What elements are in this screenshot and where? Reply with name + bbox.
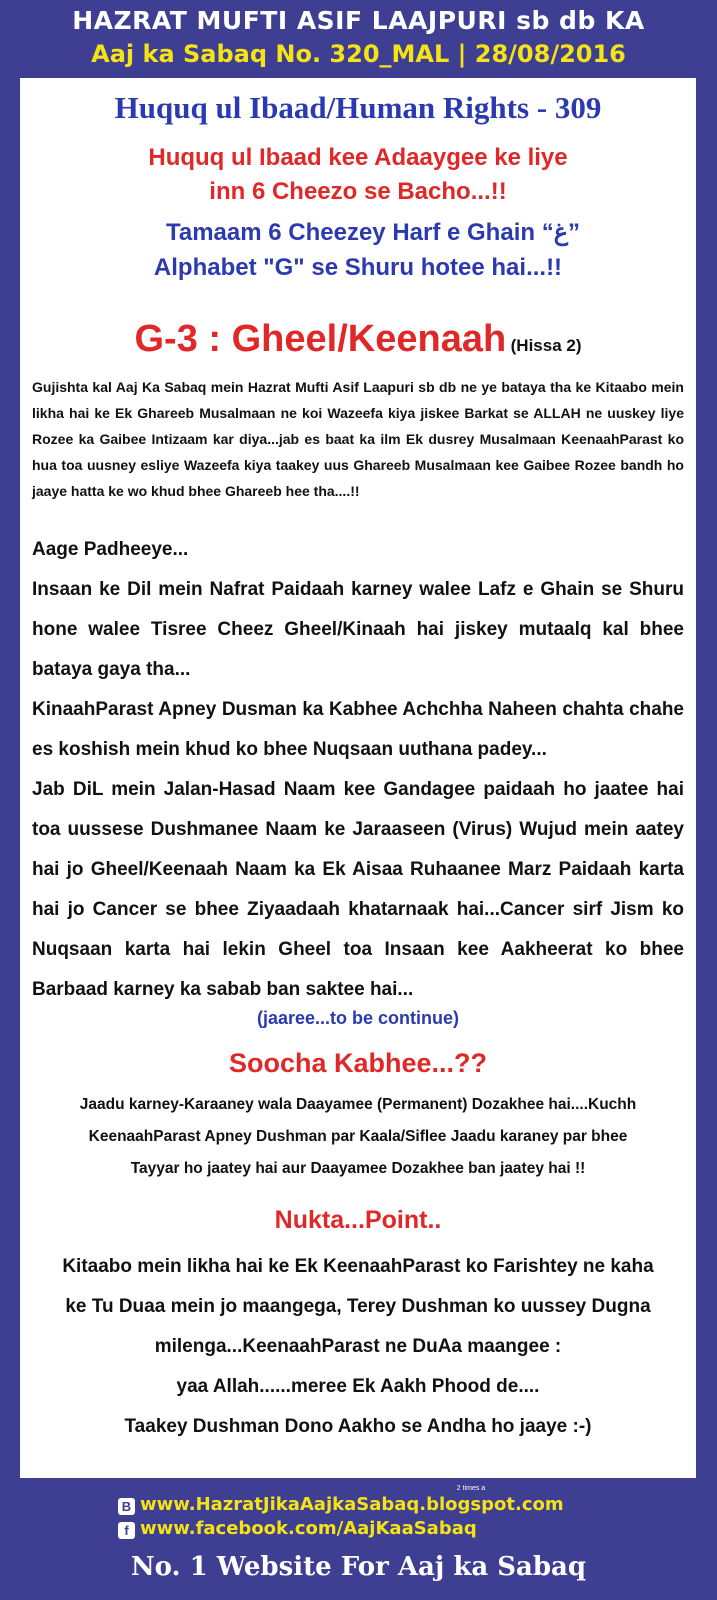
facebook-icon: f — [118, 1522, 135, 1539]
nukta-heading: Nukta...Point.. — [274, 1206, 442, 1234]
section-heading-part: (Hissa 2) — [510, 336, 582, 355]
footer-tagline: No. 1 Website For Aaj ka Sabaq — [130, 1552, 587, 1582]
paragraph-3: KinaahParast Apney Dusman ka Kabhee Achchha Naheen chahta chahe es koshish mein khud ko bhee Nuqsaan uuthana padey... — [32, 699, 684, 760]
intro-paragraph: Gujishta kal Aaj Ka Sabaq mein Hazrat Mufti Asif Laapuri sb db ne ye bataya tha ke Kitaabo mein likha hai ke Ek Ghareeb Musalmaan ne koi Wazeefa kiya jiskee Barkat se ALLAH ne uuskey liye Rozee ka Gaibee Intizaam kar diya...jab es baat ka ilm Ek dusrey Musalmaan KeenaahParast ko hua toa uusney esliye Wazeefa kiya taakey uus Ghareeb Musalmaan kee Gaibee Rozee bandh ho jaaye hatta ke wo khud bhee Ghareeb hee tha....!! — [32, 379, 684, 499]
lesson-number-date: Aaj ka Sabaq No. 320_MAL | 28/08/2016 — [91, 40, 626, 68]
subtitle-line-2: inn 6 Cheezo se Bacho...!! — [209, 178, 507, 205]
nukta-line-1: Kitaabo mein likha hai ke Ek KeenaahParast ko Farishtey ne kaha — [62, 1256, 654, 1277]
section-heading — [20, 318, 696, 361]
soocha-line-1: Jaadu karney-Karaaney wala Daayamee (Permanent) Dozakhee hai....Kuchh — [79, 1096, 637, 1113]
blogger-icon: B — [118, 1498, 135, 1515]
nukta-line-5: Taakey Dushman Dono Aakho se Andha ho jaaye :-) — [124, 1416, 592, 1437]
subtitle-line-4: Alphabet "G" se Shuru hotee hai...!! — [153, 254, 563, 281]
soocha-heading: Soocha Kabhee...?? — [228, 1048, 488, 1078]
nukta-line-3: milenga...KeenaahParast ne DuAa maangee : — [154, 1336, 562, 1357]
section-heading-text: G-3 : Gheel/Keenaah — [134, 318, 507, 360]
content-panel — [20, 78, 696, 1478]
to-be-continued: (jaaree...to be continue) — [256, 1008, 460, 1028]
soocha-line-2: KeenaahParast Apney Dushman par Kaala/Siflee Jaadu karaney par bhee — [88, 1128, 628, 1145]
page-title: Huquq ul Ibaad/Human Rights - 309 — [114, 90, 602, 125]
soocha-line-3: Tayyar ho jaatey hai aur Daayamee Dozakhee ban jaatey hai !! — [130, 1160, 586, 1177]
blog-link[interactable]: www.HazratJikaAajkaSabaq.blogspot.com — [140, 1494, 564, 1515]
paragraph-4: Jab DiL mein Jalan-Hasad Naam kee Gandagee paidaah ho jaatee hai toa uussese Dushmanee Naam ke Jaraaseen (Virus) Wujud mein aatey hai jo Gheel/Keenaah Naam ka Ek Aisaa Ruhaanee Marz Paidaah karta hai jo Cancer se bhee Ziyaadaah khatarnaak hai...Cancer sirf Jism ko Nuqsaan karta hai lekin Gheel toa Insaan kee Aakheerat ko bhee Barbaad karney ka sabab ban saktee hai... — [32, 779, 684, 1000]
body-text — [32, 530, 684, 1010]
paragraph-1: Aage Padheeye... — [32, 539, 189, 560]
nukta-line-4: yaa Allah......meree Ek Aakh Phood de.... — [176, 1376, 540, 1397]
facebook-link[interactable]: www.facebook.com/AajKaaSabaq — [140, 1518, 477, 1539]
header — [0, 0, 717, 78]
subtitle-line-3: Tamaam 6 Cheezey Harf e Ghain “غ” — [165, 219, 581, 246]
nukta-line-2: ke Tu Duaa mein jo maangega, Terey Dushman ko uussey Dugna — [65, 1296, 651, 1317]
subtitle-line-1: Huquq ul Ibaad kee Adaaygee ke liye — [148, 144, 568, 171]
paragraph-2: Insaan ke Dil mein Nafrat Paidaah karney walee Lafz e Ghain se Shuru hone walee Tisree Cheez Gheel/Kinaah hai jiskey mutaalq kal bhee bataya gaya tha... — [32, 579, 684, 680]
author-title: HAZRAT MUFTI ASIF LAAJPURI sb db KA — [72, 6, 645, 35]
tiny-caption: 2 times a — [456, 1485, 486, 1492]
